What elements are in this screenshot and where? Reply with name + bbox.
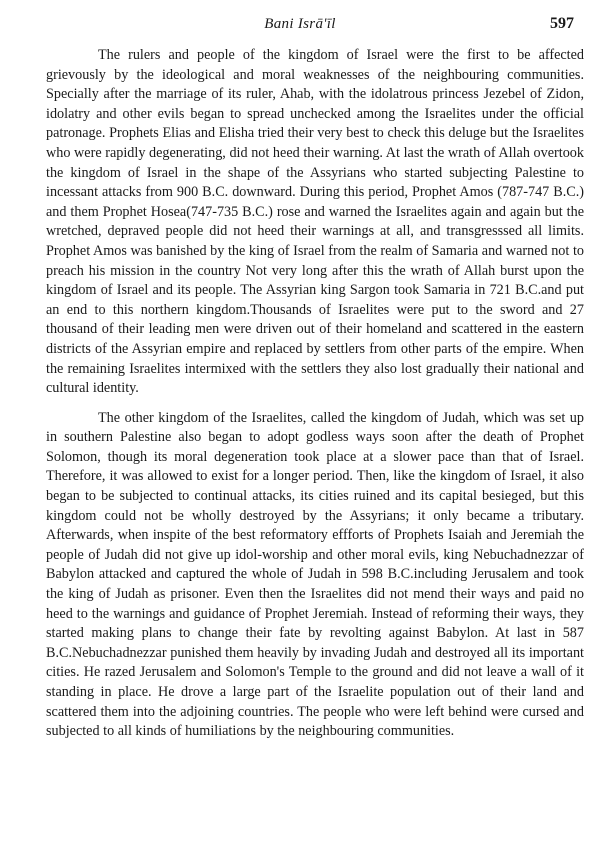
paragraph-israel: The rulers and people of the kingdom of Israel were the first to be affected grievously by the ideological and moral weaknesses of the neighbouring communities. Specially after the marriage of its ruler, Ahab, with the idolatrous princess Jezebel of Zidon, idolatry and other evils began to spread unchecked among the Israelites under the official patronage. Prophets Elias and Elisha tried their very best to check this deluge but the Israelites who were rapidly degenerating, did not heed their warning. At last the wrath of Allah overtook the kingdom of Israel in the shape of the Assyrians who started subjecting Palestine to incessant attacks from 900 B.C. downward. During this period, Prophet Amos (787-747 B.C.) and them Prophet Hosea(747-735 B.C.) rose and warned the Israelites again and again but the wretched, depraved people did not heed their warnings at all, and transgresssed all limits. Prophet Amos was banished by the king of Israel from the realm of Samaria and warned not to preach his mission in the country Not very long after this the wrath of Allah burst upon the kingdom of Israel and its people. The Assyrian king Sargon took Samaria in 721 B.C.and put an end to this northern kingdom.Thousands of Israelites were put to the sword and 27 thousand of their leading men were driven out of their homeland and scattered in the eastern districts of the Assyrian empire and replaced by settlers from other parts of the empire. When the remaining Israelites intermixed with the settlers they also lost gradually their national and cultural identity. [46, 47, 584, 397]
paragraph-judah: The other kingdom of the Israelites, called the kingdom of Judah, which was set up in southern Palestine also began to adopt godless ways soon after the death of Prophet Solomon, though its moral degeneration took place at a slower pace than that of Israel. Therefore, it was allowed to exist for a longer period. Then, like the kingdom of Israel, it also began to be subjected to continual attacks, its cities ruined and its capital besieged, but this kingdom could not be wholly destroyed by the Assyrians; it only became a tributary. Afterwards, when inspite of the best reformatory effforts of Prophets Isaiah and Jeremiah the people of Judah did not give up idol-worship and other moral evils, king Nebuchadnezzar of Babylon attacked and captured the whole of Judah in 598 B.C.including Jerusalem and took the king of Judah as prisoner. Even then the Israelites did not mend their ways and paid no heed to the warnings and guidance of Prophet Jeremiah. Instead of reforming their ways, they started making plans to change their fate by revolting against Babylon. At last in 587 B.C.Nebuchadnezzar punished them heavily by invading Judah and destroyed all its important cities. He razed Jerusalem and Solomon's Temple to the ground and did not leave a wall of it standing in place. He drove a large part of the Israelite population out of their land and scattered them into the adjoining countries. The people who were left behind were cursed and subjected to all kinds of humiliations by the neighbouring communities. [46, 409, 584, 740]
page-number: 597 [550, 15, 574, 32]
running-header [0, 14, 600, 38]
running-title: Bani Isrā'īl [264, 16, 336, 32]
body-text [46, 46, 584, 742]
